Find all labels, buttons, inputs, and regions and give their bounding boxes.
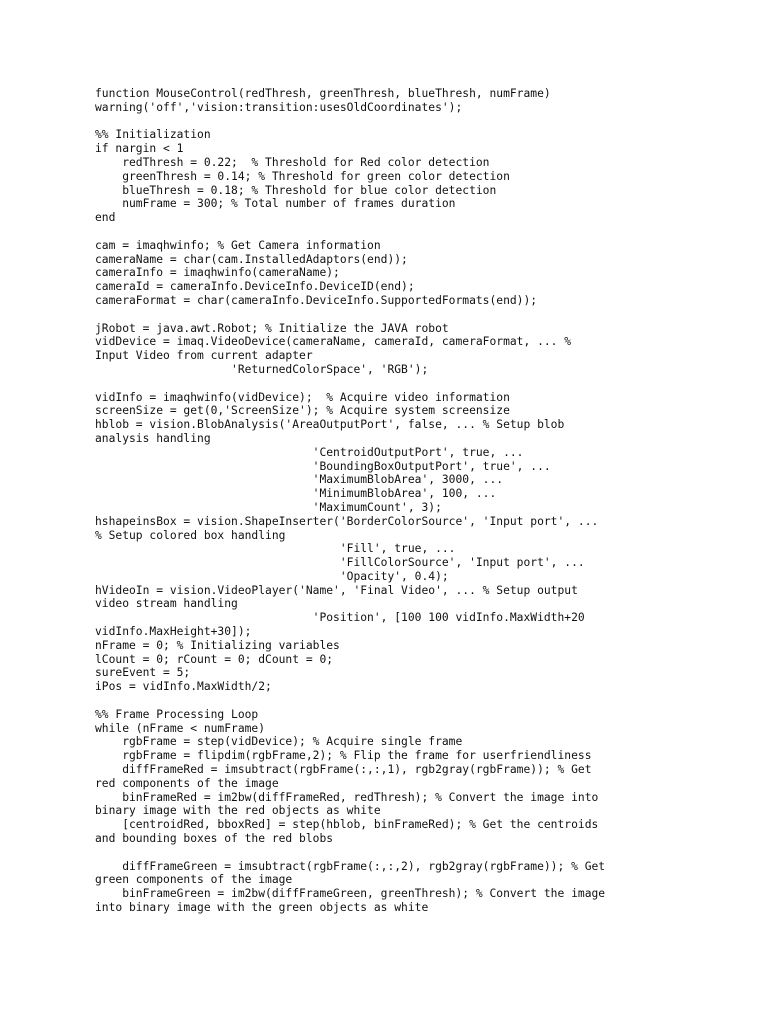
code-line: rgbFrame = step(vidDevice); % Acquire single frame (95, 735, 463, 749)
code-line: binFrameRed = im2bw(diffFrameRed, redThresh); % Convert the image into (95, 790, 599, 804)
code-line: greenThresh = 0.14; % Threshold for green color detection (95, 169, 510, 183)
code-line: if nargin < 1 (95, 142, 184, 156)
code-line: screenSize = get(0,'ScreenSize'); % Acquire system screensize (95, 404, 510, 418)
code-line: blueThresh = 0.18; % Threshold for blue color detection (95, 183, 497, 197)
code-line: and bounding boxes of the red blobs (95, 832, 334, 846)
code-line: analysis handling (95, 431, 211, 445)
code-line: Input Video from current adapter (95, 349, 313, 363)
code-line: cam = imaqhwinfo; % Get Camera information (95, 238, 381, 252)
code-line: binFrameGreen = im2bw(diffFrameGreen, greenThresh); % Convert the image (95, 887, 606, 901)
code-line: 'MaximumCount', 3); (95, 500, 442, 514)
code-line: 'Fill', true, ... (95, 542, 456, 556)
code-line: hshapeinsBox = vision.ShapeInserter('BorderColorSource', 'Input port', ... (95, 514, 599, 528)
code-line (95, 115, 695, 129)
code-line (95, 694, 695, 708)
code-line: 'MaximumBlobArea', 3000, ... (95, 473, 504, 487)
code-line: 'CentroidOutputPort', true, ... (95, 445, 524, 459)
code-line: function MouseControl(redThresh, greenThresh, blueThresh, numFrame) (95, 87, 551, 100)
code-line: hblob = vision.BlobAnalysis('AreaOutputPort', false, ... % Setup blob (95, 418, 565, 432)
code-line: iPos = vidInfo.MaxWidth/2; (95, 680, 272, 694)
code-line: numFrame = 300; % Total number of frames duration (95, 197, 456, 211)
code-line: jRobot = java.awt.Robot; % Initialize the JAVA robot (95, 321, 449, 335)
matlab-code-listing (95, 87, 695, 915)
code-line: %% Initialization (95, 128, 211, 142)
code-line: cameraInfo = imaqhwinfo(cameraName); (95, 266, 340, 280)
code-line (95, 225, 695, 239)
code-line: nFrame = 0; % Initializing variables (95, 638, 340, 652)
code-line: green components of the image (95, 873, 293, 887)
code-line: while (nFrame < numFrame) (95, 721, 266, 735)
code-line: video stream handling (95, 597, 238, 611)
code-line: sureEvent = 5; (95, 666, 191, 680)
code-line: % Setup colored box handling (95, 528, 286, 542)
code-line: cameraFormat = char(cameraInfo.DeviceInfo.SupportedFormats(end)); (95, 293, 538, 307)
code-line: diffFrameRed = imsubtract(rgbFrame(:,:,1), rgb2gray(rgbFrame)); % Get (95, 763, 592, 777)
code-line: redThresh = 0.22; % Threshold for Red color detection (95, 155, 490, 169)
code-line: hVideoIn = vision.VideoPlayer('Name', 'Final Video', ... % Setup output (95, 583, 578, 597)
code-line: 'ReturnedColorSpace', 'RGB'); (95, 362, 429, 376)
code-line: vidInfo = imaqhwinfo(vidDevice); % Acquire video information (95, 390, 510, 404)
code-line: %% Frame Processing Loop (95, 707, 259, 721)
code-line: 'FillColorSource', 'Input port', ... (95, 556, 585, 570)
code-line (95, 377, 695, 391)
code-line: 'Position', [100 100 vidInfo.MaxWidth+20 (95, 611, 585, 625)
code-line: end (95, 211, 116, 225)
code-line: vidDevice = imaq.VideoDevice(cameraName, cameraId, cameraFormat, ... % (95, 335, 572, 349)
code-line: red components of the image (95, 776, 279, 790)
code-line: 'BoundingBoxOutputPort', true', ... (95, 459, 551, 473)
code-line: rgbFrame = flipdim(rgbFrame,2); % Flip the frame for userfriendliness (95, 749, 592, 763)
code-line: diffFrameGreen = imsubtract(rgbFrame(:,:,2), rgb2gray(rgbFrame)); % Get (95, 859, 606, 873)
code-line: warning('off','vision:transition:usesOldCoordinates'); (95, 100, 463, 114)
code-line: cameraName = char(cam.InstalledAdaptors(end)); (95, 252, 408, 266)
code-line: lCount = 0; rCount = 0; dCount = 0; (95, 652, 334, 666)
code-line (95, 846, 695, 860)
code-line: into binary image with the green objects as white (95, 901, 429, 915)
code-line: binary image with the red objects as white (95, 804, 381, 818)
code-line: [centroidRed, bboxRed] = step(hblob, binFrameRed); % Get the centroids (95, 818, 599, 832)
code-line: vidInfo.MaxHeight+30]); (95, 625, 252, 639)
code-line: cameraId = cameraInfo.DeviceInfo.DeviceID(end); (95, 280, 415, 294)
code-line: 'Opacity', 0.4); (95, 569, 449, 583)
code-line: 'MinimumBlobArea', 100, ... (95, 487, 497, 501)
code-line (95, 308, 695, 322)
